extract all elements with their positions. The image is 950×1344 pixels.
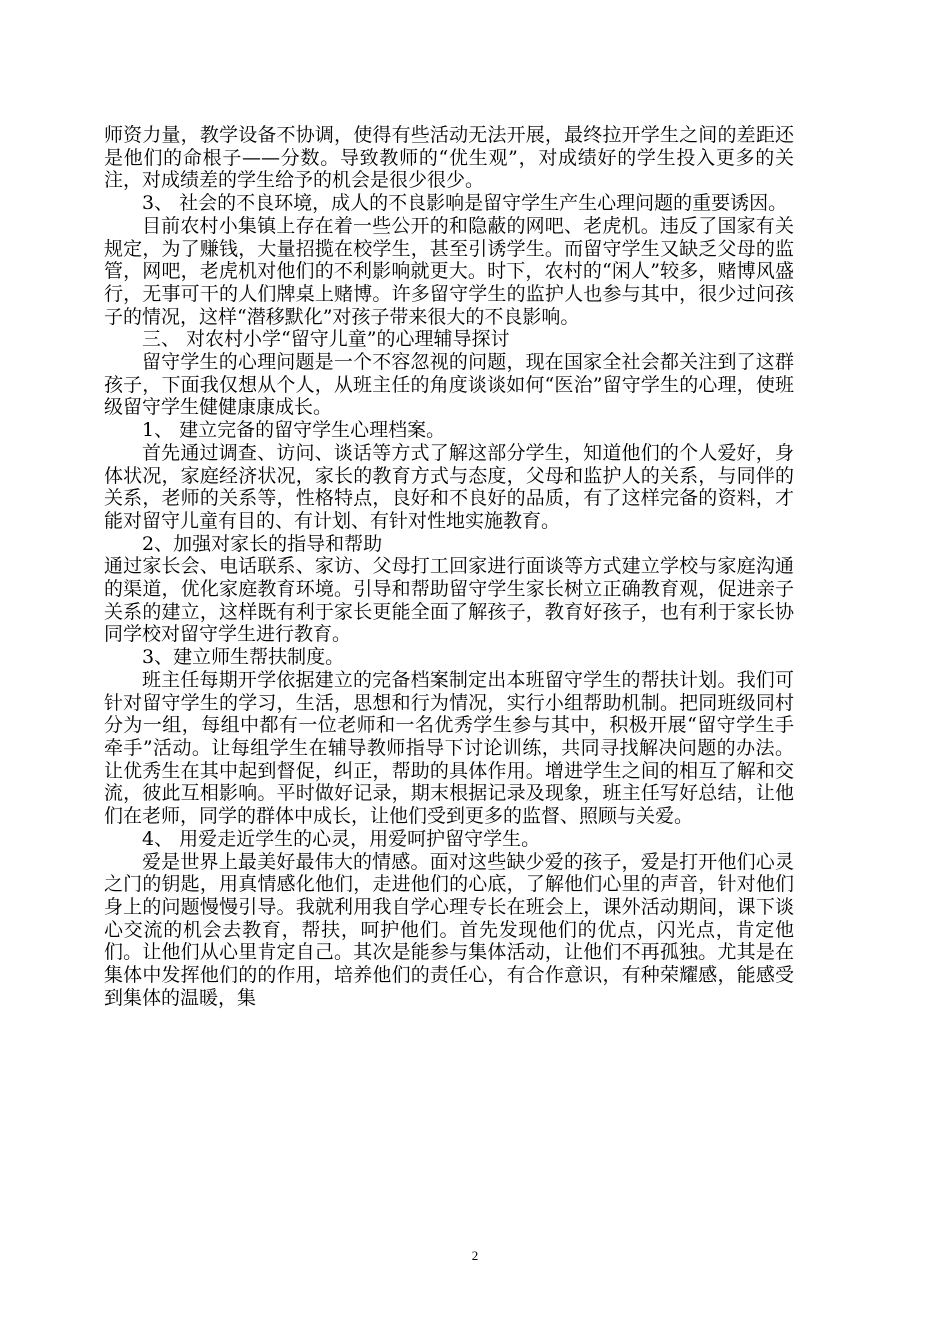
paragraph-parents: 通过家长会、电话联系、家访、父母打工回家进行面谈等方式建立学校与家庭沟通的渠道，优化家庭教育环境。引导和帮助留守学生家长树立正确教育观，促进亲子关系的建立，这样既有利于家长更能全面了解孩子，教育好孩子，也有利于家长协同学校对留守学生进行教育。	[104, 555, 794, 646]
paragraph-heading-3: 3、 社会的不良环境，成人的不良影响是留守学生产生心理问题的重要诱因。	[142, 192, 788, 215]
paragraph-mentoring: 班主任每期开学依据建立的完备档案制定出本班留守学生的帮扶计划。我们可针对留守学生的学习，生活，思想和行为情况，实行小组帮助机制。把同班级同村分为一组，每组中都有一位老师和一名优秀学生参与其中，积极开展“留守学生手牵手”活动。让每组学生在辅导教师指导下讨论训练，共同寻找解决问题的办法。让优秀生在其中起到督促，纠正，帮助的具体作用。增进学生之间的相互了解和交流，彼此互相影响。平时做好记录，期末根据记录及现象，班主任写好总结，让他们在老师，同学的群体中成长，让他们受到更多的监督、照顾与关爱。	[104, 668, 794, 828]
paragraph-archive: 首先通过调查、访问、谈话等方式了解这部分学生，知道他们的个人爱好，身体状况，家庭经济状况，家长的教育方式与态度，父母和监护人的关系，与同伴的关系，老师的关系等，性格特点，良好和不良好的品质，有了这样完备的资料，才能对留守儿童有目的、有计划、有针对性地实施教育。	[104, 441, 794, 532]
subheading-1: 1、 建立完备的留守学生心理档案。	[142, 419, 446, 442]
page-number: 2	[471, 1248, 479, 1263]
subheading-2: 2、加强对家长的指导和帮助	[142, 532, 383, 555]
paragraph-intro: 留守学生的心理问题是一个不容忽视的问题，现在国家全社会都关注到了这群孩子，下面我仅想从个人，从班主任的角度谈谈如何“医治”留守学生的心理，使班级留守学生健健康康成长。	[104, 351, 794, 419]
subheading-3: 3、建立师生帮扶制度。	[142, 646, 345, 669]
paragraph-social-environment: 目前农村小集镇上存在着一些公开的和隐蔽的网吧、老虎机。违反了国家有关规定，为了赚钱，大量招揽在校学生，甚至引诱学生。而留守学生又缺乏父母的监管，网吧，老虎机对他们的不利影响就更大。时下，农村的“闲人”较多，赌博风盛行，无事可干的人们牌桌上赌博。许多留守学生的监护人也参与其中，很少过问孩子的情况，这样“潜移默化”对孩子带来很大的不良影响。	[104, 214, 794, 328]
paragraph-love: 爱是世界上最美好最伟大的情感。面对这些缺少爱的孩子，爱是打开他们心灵之门的钥匙，用真情感化他们，走进他们的心底，了解他们心里的声音，针对他们身上的问题慢慢引导。我就利用我自学心理专长在班会上，课外活动期间，课下谈心交流的机会去教育，帮扶，呵护他们。首先发现他们的优点，闪光点，肯定他们。让他们从心里肯定自己。其次是能参与集体活动，让他们不再孤独。尤其是在集体中发挥他们的的作用，培养他们的责任心，有合作意识，有种荣耀感，能感受到集体的温暖，集	[104, 850, 794, 1009]
section-heading-3: 三、 对农村小学“留守儿童”的心理辅导探讨	[142, 328, 510, 351]
body-text	[104, 124, 794, 1009]
paragraph-continuation: 师资力量，教学设备不协调，使得有些活动无法开展，最终拉开学生之间的差距还是他们的命根子——分数。导致教师的“优生观”，对成绩好的学生投入更多的关注，对成绩差的学生给予的机会是很少很少。	[104, 124, 794, 192]
subheading-4: 4、 用爱走近学生的心灵，用爱呵护留守学生。	[142, 827, 541, 850]
